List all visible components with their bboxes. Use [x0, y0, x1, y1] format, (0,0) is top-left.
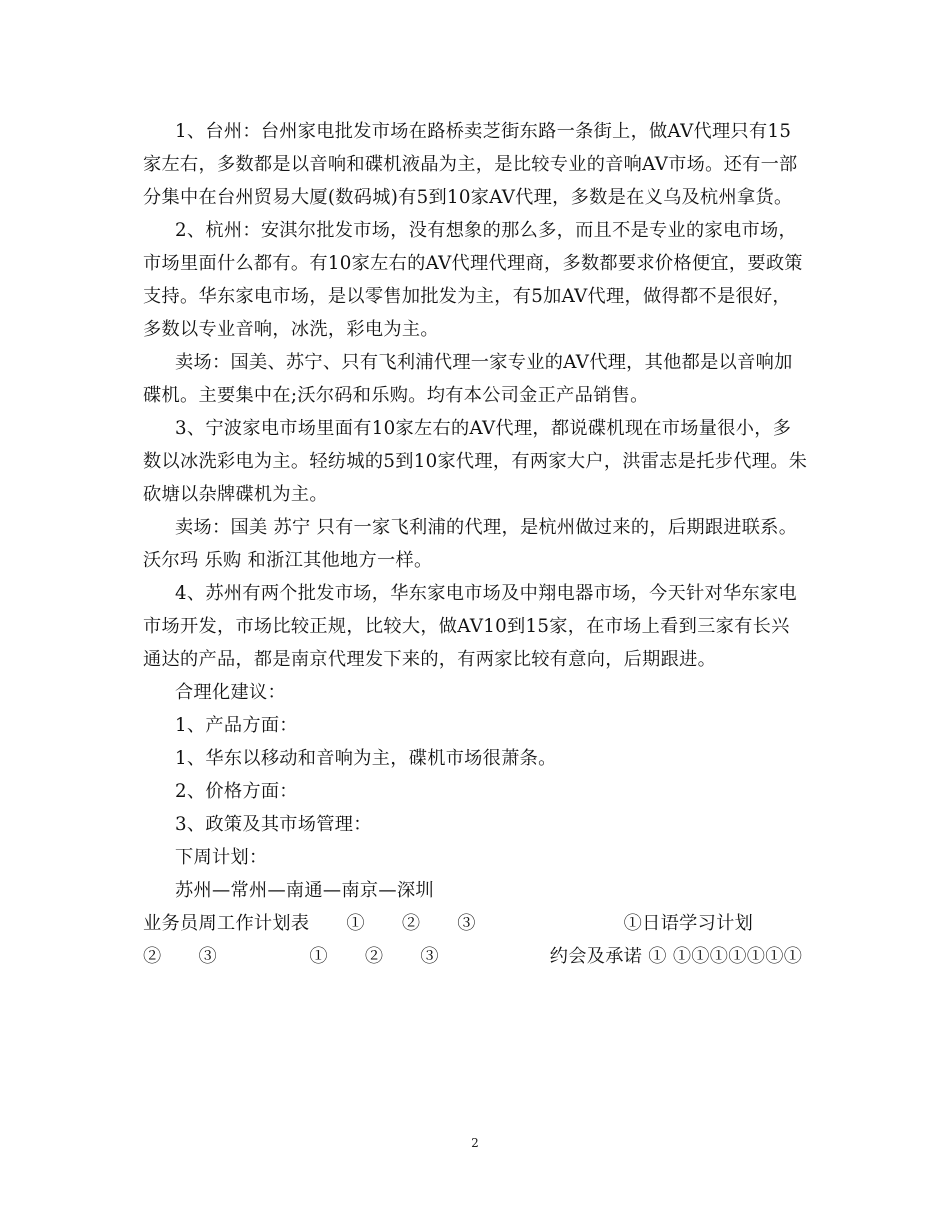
plan-line-1: 业务员周工作计划表 ① ② ③ ①日语学习计划 [143, 913, 754, 934]
paragraph-ningbo-stores: 卖场：国美 苏宁 只有一家飞利浦的代理，是杭州做过来的，后期跟进联系。沃尔玛 乐购 和浙江其他地方一样。 [143, 517, 798, 571]
route-plan: 苏州—常州—南通—南京—深圳 [175, 880, 434, 901]
heading-next-week: 下周计划： [175, 847, 268, 868]
paragraph-hangzhou-stores: 卖场：国美、苏宁、只有飞利浦代理一家专业的AV代理，其他都是以音响加碟机。主要集中在;沃尔码和乐购。均有本公司金正产品销售。 [143, 352, 793, 406]
document-body [143, 115, 808, 973]
page-number: 2 [471, 1136, 479, 1150]
item-policy: 3、政策及其市场管理： [175, 814, 372, 835]
paragraph-suzhou: 4、苏州有两个批发市场，华东家电市场及中翔电器市场，今天针对华东家电市场开发，市场比较正规，比较大，做AV10到15家，在市场上看到三家有长兴通达的产品，都是南京代理发下来的，有两家比较有意向，后期跟进。 [143, 583, 797, 670]
plan-line-2: ② ③ ① ② ③ 约会及承诺 ① ①①①①①①① [143, 946, 803, 967]
item-product: 1、产品方面： [175, 715, 298, 736]
paragraph-ningbo: 3、宁波家电市场里面有10家左右的AV代理，都说碟机现在市场量很小，多数以冰洗彩电为主。轻纺城的5到10家代理，有两家大户，洪雷志是托步代理。朱砍塘以杂牌碟机为主。 [143, 418, 808, 505]
item-product-detail: 1、华东以移动和音响为主，碟机市场很萧条。 [175, 748, 557, 769]
item-price: 2、价格方面： [175, 781, 298, 802]
paragraph-hangzhou: 2、杭州：安淇尔批发市场，没有想象的那么多，而且不是专业的家电市场，市场里面什么都有。有10家左右的AV代理代理商，多数都要求价格便宜，要政策支持。华东家电市场，是以零售加批发为主，有5加AV代理，做得都不是很好，多数以专业音响，冰洗，彩电为主。 [143, 220, 803, 340]
heading-suggestions: 合理化建议： [175, 682, 286, 703]
paragraph-taizhou: 1、台州：台州家电批发市场在路桥卖芝街东路一条街上，做AV代理只有15家左右，多数都是以音响和碟机液晶为主，是比较专业的音响AV市场。还有一部分集中在台州贸易大厦(数码城)有5到10家AV代理，多数是在义乌及杭州拿货。 [143, 121, 798, 208]
